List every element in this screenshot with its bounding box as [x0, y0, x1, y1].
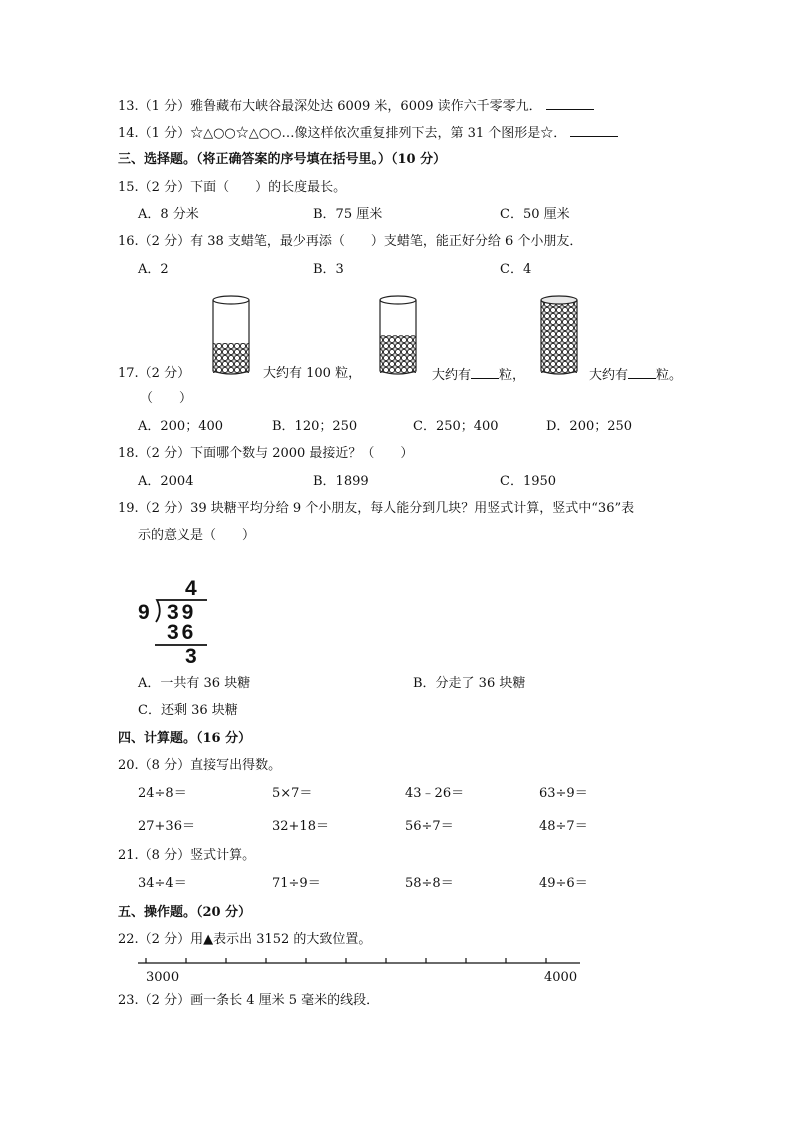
option-17-d[interactable]: D．200；250	[546, 419, 633, 434]
division-remainder: 3	[185, 645, 200, 668]
number-line[interactable]	[138, 955, 588, 995]
option-15-b[interactable]: B．75 厘米	[313, 207, 383, 222]
question-17-label-2b: 粒，	[499, 368, 526, 383]
question-21-text: 21.（8 分）竖式计算。	[118, 848, 256, 863]
calc-20-2[interactable]: 5×7＝	[272, 786, 313, 801]
option-15-a[interactable]: A．8 分米	[138, 207, 199, 222]
option-19-b[interactable]: B．分走了 36 块糖	[413, 676, 526, 691]
number-line-end-label: 4000	[544, 970, 578, 985]
calc-20-4[interactable]: 63÷9＝	[539, 786, 588, 801]
division-quotient: 4	[185, 577, 200, 600]
calc-20-7[interactable]: 56÷7＝	[405, 819, 454, 834]
answer-blank-17-a[interactable]	[471, 366, 499, 379]
question-15-text: 15.（2 分）下面（ ）的长度最长。	[118, 180, 347, 195]
question-17-label-2a: 大约有	[432, 368, 472, 383]
question-19-text-1: 19.（2 分）39 块糖平均分给 9 个小朋友，每人能分到几块？用竖式计算，竖式中“36”表	[118, 501, 635, 516]
question-17-label-1: 大约有 100 粒，	[263, 366, 362, 381]
question-13-text: 13.（1 分）雅鲁藏布大峡谷最深处达 6009 米，6009 读作六千零零九．	[118, 99, 542, 114]
question-13	[118, 97, 594, 115]
question-14	[118, 124, 618, 142]
calc-20-3[interactable]: 43﹣26＝	[405, 786, 465, 801]
question-17-answer-paren[interactable]: （ ）	[140, 391, 193, 406]
section-3-title: 三、选择题。（将正确答案的序号填在括号里。）（10 分）	[118, 152, 447, 167]
question-22-text: 22.（2 分）用▲表示出 3152 的大致位置。	[118, 932, 372, 947]
option-18-a[interactable]: A．2004	[138, 474, 194, 489]
section-5-title: 五、操作题。（20 分）	[118, 905, 252, 920]
option-19-c[interactable]: C．还剩 36 块糖	[138, 703, 238, 718]
option-17-a[interactable]: A．200；400	[138, 419, 224, 434]
calc-21-4[interactable]: 49÷6＝	[539, 876, 588, 891]
calc-20-8[interactable]: 48÷7＝	[539, 819, 588, 834]
section-4-title: 四、计算题。（16 分）	[118, 731, 252, 746]
question-16-text: 16.（2 分）有 38 支蜡笔，最少再添（ ）支蜡笔，能正好分给 6 个小朋友．	[118, 234, 583, 249]
division-divisor: 9	[138, 601, 153, 624]
jar-small-beads-image	[210, 295, 252, 377]
question-17-label-3	[589, 366, 682, 384]
question-14-text: 14.（1 分）☆△○○☆△○○…像这样依次重复排列下去，第 31 个图形是☆．	[118, 126, 567, 141]
question-20-text: 20.（8 分）直接写出得数。	[118, 758, 282, 773]
calc-20-1[interactable]: 24÷8＝	[138, 786, 187, 801]
option-19-a[interactable]: A．一共有 36 块糖	[138, 676, 251, 691]
long-division-figure	[135, 578, 215, 668]
calc-20-6[interactable]: 32+18＝	[272, 819, 329, 834]
answer-blank-13[interactable]	[546, 97, 594, 110]
option-18-b[interactable]: B．1899	[313, 474, 369, 489]
question-17-label-3b: 粒。	[656, 368, 683, 383]
option-16-c[interactable]: C．4	[500, 262, 532, 277]
calc-21-3[interactable]: 58÷8＝	[405, 876, 454, 891]
answer-blank-14[interactable]	[570, 124, 618, 137]
option-17-b[interactable]: B．120；250	[272, 419, 358, 434]
calc-20-5[interactable]: 27+36＝	[138, 819, 195, 834]
question-18-text: 18.（2 分）下面哪个数与 2000 最接近？（ ）	[118, 446, 414, 461]
division-dividend: 39	[167, 601, 197, 624]
question-19-text-2: 示的意义是（ ）	[138, 528, 256, 543]
jar-full-beads-image	[538, 295, 580, 377]
option-16-b[interactable]: B．3	[313, 262, 344, 277]
question-17-label-3a: 大约有	[589, 368, 629, 383]
option-17-c[interactable]: C．250；400	[413, 419, 499, 434]
calc-21-2[interactable]: 71÷9＝	[272, 876, 321, 891]
option-15-c[interactable]: C．50 厘米	[500, 207, 570, 222]
question-17-label-2	[432, 366, 525, 384]
number-line-start-label: 3000	[146, 970, 180, 985]
question-23-text: 23.（2 分）画一条长 4 厘米 5 毫米的线段．	[118, 993, 380, 1008]
option-16-a[interactable]: A．2	[138, 262, 169, 277]
division-product: 36	[167, 621, 197, 644]
number-line-axis	[138, 955, 588, 973]
answer-blank-17-b[interactable]	[628, 366, 656, 379]
calc-21-1[interactable]: 34÷4＝	[138, 876, 187, 891]
question-17-prefix: 17.（2 分）	[118, 366, 191, 381]
jar-medium-beads-image	[377, 295, 419, 377]
option-18-c[interactable]: C．1950	[500, 474, 557, 489]
